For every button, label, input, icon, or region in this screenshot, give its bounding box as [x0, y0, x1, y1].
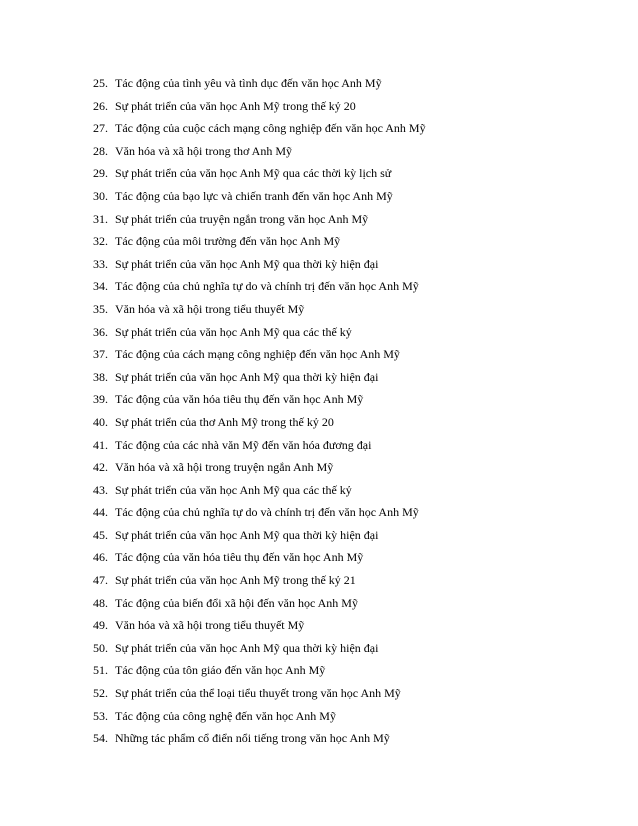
item-text: Tác động của chủ nghĩa tự do và chính trị đến văn học Anh Mỹ	[115, 279, 419, 294]
item-text: Sự phát triển của văn học Anh Mỹ qua các thế kỷ	[115, 324, 352, 339]
list-item	[93, 388, 426, 411]
item-text: Sự phát triển của văn học Anh Mỹ qua thời kỳ hiện đại	[115, 527, 379, 542]
item-text: Tác động của môi trường đến văn học Anh Mỹ	[115, 234, 341, 249]
item-text: Tác động của cách mạng công nghiệp đến văn học Anh Mỹ	[115, 347, 400, 362]
item-number: 50.	[93, 640, 108, 655]
item-text: Tác động của bạo lực và chiến tranh đến văn học Anh Mỹ	[115, 188, 393, 203]
item-number: 32.	[93, 234, 108, 249]
list-item	[93, 366, 426, 389]
item-number: 25.	[93, 76, 108, 90]
item-text: Tác động của tình yêu và tình dục đến văn học Anh Mỹ	[115, 76, 382, 90]
item-number: 54.	[93, 731, 108, 746]
item-text: Sự phát triển của văn học Anh Mỹ trong thế kỷ 20	[115, 98, 356, 113]
list-item	[93, 546, 426, 569]
item-text: Sự phát triển của văn học Anh Mỹ qua thời kỳ hiện đại	[115, 256, 379, 271]
item-number: 40.	[93, 414, 108, 429]
item-text: Văn hóa và xã hội trong tiểu thuyết Mỹ	[115, 618, 305, 633]
list-item	[93, 727, 426, 750]
item-number: 51.	[93, 663, 108, 678]
list-item	[93, 117, 426, 140]
item-text: Tác động của biến đổi xã hội đến văn học Anh Mỹ	[115, 595, 358, 610]
item-text: Tác động của các nhà văn Mỹ đến văn hóa đương đại	[115, 437, 372, 452]
list-item	[93, 659, 426, 682]
list-item	[93, 411, 426, 434]
item-text: Sự phát triển của văn học Anh Mỹ qua thời kỳ hiện đại	[115, 640, 379, 655]
item-text: Tác động của tôn giáo đến văn học Anh Mỹ	[115, 663, 326, 678]
item-number: 46.	[93, 550, 108, 565]
item-number: 34.	[93, 279, 108, 294]
item-number: 37.	[93, 347, 108, 362]
list-item	[93, 140, 426, 163]
item-text: Văn hóa và xã hội trong thơ Anh Mỹ	[115, 143, 292, 158]
item-text: Tác động của văn hóa tiêu thụ đến văn học Anh Mỹ	[115, 550, 364, 565]
list-item	[93, 72, 426, 95]
item-number: 36.	[93, 324, 108, 339]
list-item	[93, 208, 426, 231]
item-text: Những tác phẩm cổ điển nổi tiếng trong văn học Anh Mỹ	[115, 731, 390, 746]
item-number: 44.	[93, 505, 108, 520]
topic-list	[93, 72, 426, 750]
item-text: Sự phát triển của văn học Anh Mỹ qua thời kỳ hiện đại	[115, 369, 379, 384]
list-item	[93, 230, 426, 253]
list-item	[93, 501, 426, 524]
list-item	[93, 95, 426, 118]
item-number: 42.	[93, 460, 108, 475]
item-text: Sự phát triển của văn học Anh Mỹ qua các thế kỷ	[115, 482, 352, 497]
item-text: Sự phát triển của truyện ngắn trong văn học Anh Mỹ	[115, 211, 369, 226]
item-number: 29.	[93, 166, 108, 181]
item-number: 49.	[93, 618, 108, 633]
list-item	[93, 682, 426, 705]
item-text: Tác động của chủ nghĩa tự do và chính trị đến văn học Anh Mỹ	[115, 505, 419, 520]
item-text: Sự phát triển của thơ Anh Mỹ trong thế kỷ 20	[115, 414, 334, 429]
item-number: 52.	[93, 686, 108, 701]
list-item	[93, 637, 426, 660]
item-number: 53.	[93, 708, 108, 723]
list-item	[93, 343, 426, 366]
item-text: Văn hóa và xã hội trong truyện ngắn Anh Mỹ	[115, 460, 334, 475]
item-text: Tác động của cuộc cách mạng công nghiệp đến văn học Anh Mỹ	[115, 121, 426, 136]
item-number: 41.	[93, 437, 108, 452]
list-item	[93, 253, 426, 276]
list-item	[93, 456, 426, 479]
item-number: 48.	[93, 595, 108, 610]
list-item	[93, 614, 426, 637]
item-number: 27.	[93, 121, 108, 136]
list-item	[93, 592, 426, 615]
list-item	[93, 162, 426, 185]
list-item	[93, 434, 426, 457]
item-text: Sự phát triển của văn học Anh Mỹ qua các thời kỳ lịch sử	[115, 166, 392, 181]
item-text: Sự phát triển của thể loại tiểu thuyết trong văn học Anh Mỹ	[115, 686, 401, 701]
list-item	[93, 705, 426, 728]
item-text: Tác động của văn hóa tiêu thụ đến văn học Anh Mỹ	[115, 392, 364, 407]
item-number: 38.	[93, 369, 108, 384]
list-item	[93, 298, 426, 321]
item-number: 43.	[93, 482, 108, 497]
item-number: 47.	[93, 573, 108, 588]
item-number: 45.	[93, 527, 108, 542]
item-text: Tác động của công nghệ đến văn học Anh Mỹ	[115, 708, 336, 723]
list-item	[93, 185, 426, 208]
list-item	[93, 275, 426, 298]
list-item	[93, 524, 426, 547]
item-number: 26.	[93, 98, 108, 113]
list-item	[93, 569, 426, 592]
item-number: 28.	[93, 143, 108, 158]
item-number: 31.	[93, 211, 108, 226]
item-number: 35.	[93, 301, 108, 316]
item-text: Sự phát triển của văn học Anh Mỹ trong thế kỷ 21	[115, 573, 356, 588]
list-item	[93, 321, 426, 344]
item-number: 39.	[93, 392, 108, 407]
item-text: Văn hóa và xã hội trong tiểu thuyết Mỹ	[115, 301, 305, 316]
item-number: 33.	[93, 256, 108, 271]
list-item	[93, 479, 426, 502]
item-number: 30.	[93, 188, 108, 203]
